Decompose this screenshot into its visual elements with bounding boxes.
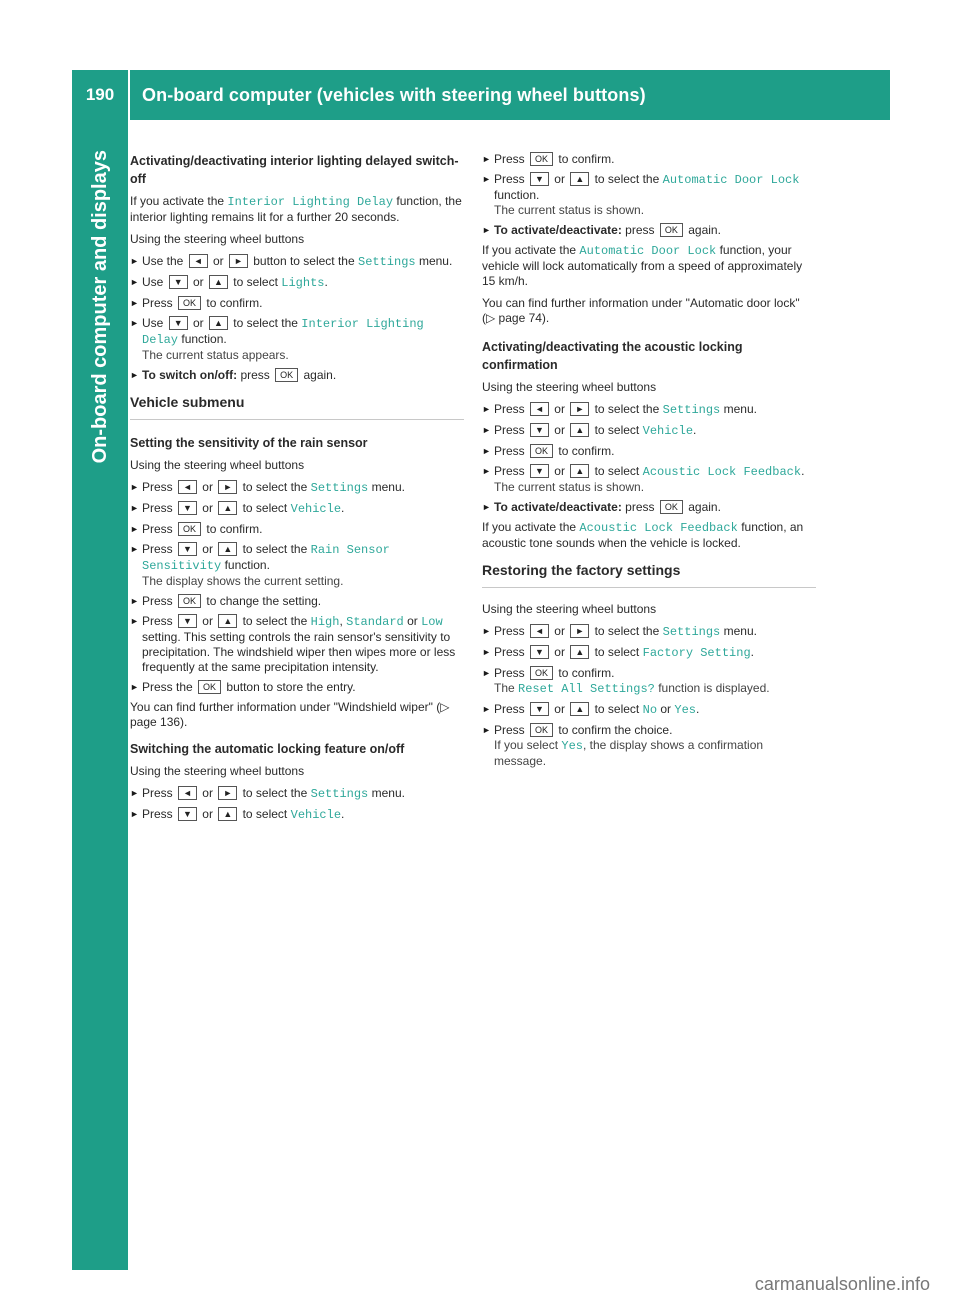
arrow-bullet-icon: ►	[130, 809, 139, 819]
instruction-step	[482, 423, 816, 439]
instruction-step	[482, 152, 816, 167]
right-button-icon: ►	[570, 624, 589, 638]
instruction-step	[482, 464, 816, 495]
ok-button-icon: OK	[530, 444, 553, 458]
text: , the display shows a confirmation message.	[494, 738, 764, 768]
down-button-icon: ▼	[530, 645, 549, 659]
instruction-step	[482, 444, 816, 459]
paragraph: Using the steering wheel buttons	[130, 232, 305, 246]
text: Use	[142, 316, 164, 330]
menu-item-name: Interior Lighting Delay	[227, 195, 394, 209]
section-heading-vehicle-submenu: Vehicle submenu	[130, 393, 464, 420]
arrow-bullet-icon: ►	[130, 616, 139, 626]
text: Press	[142, 542, 173, 556]
left-column	[130, 152, 464, 828]
arrow-bullet-icon: ►	[482, 446, 491, 456]
menu-item-name: Vehicle	[642, 424, 694, 438]
left-button-icon: ◄	[178, 480, 197, 494]
instruction-step	[130, 522, 464, 537]
text: To activate/deactivate:	[494, 500, 622, 514]
text: menu.	[418, 254, 453, 268]
text: Press	[142, 594, 173, 608]
text: Press	[142, 501, 173, 515]
up-button-icon: ▲	[209, 275, 228, 289]
up-button-icon: ▲	[218, 542, 237, 556]
down-button-icon: ▼	[530, 702, 549, 716]
left-button-icon: ◄	[530, 624, 549, 638]
menu-item-name: Settings	[310, 787, 369, 801]
text: to select the	[242, 786, 308, 800]
instruction-step	[130, 316, 464, 363]
text: Press	[494, 723, 525, 737]
instruction-step	[130, 368, 464, 383]
text: or	[660, 702, 672, 716]
arrow-bullet-icon: ►	[130, 277, 139, 287]
instruction-step	[130, 254, 464, 270]
instruction-step	[482, 624, 816, 640]
right-button-icon: ►	[570, 402, 589, 416]
instruction-step	[130, 501, 464, 517]
up-button-icon: ▲	[570, 423, 589, 437]
arrow-bullet-icon: ►	[130, 682, 139, 692]
paragraph	[482, 520, 816, 551]
menu-item-name: Yes	[674, 703, 696, 717]
text: If you activate the	[130, 194, 225, 208]
arrow-bullet-icon: ►	[130, 596, 139, 606]
text: The	[494, 681, 515, 695]
menu-item-name: Standard	[346, 615, 404, 629]
instruction-step	[130, 480, 464, 496]
ok-button-icon: OK	[178, 296, 201, 310]
text: Press	[142, 614, 173, 628]
text: to select the	[242, 542, 308, 556]
ok-button-icon: OK	[660, 500, 683, 514]
text: menu.	[371, 480, 405, 494]
text: Press	[494, 152, 525, 166]
ok-button-icon: OK	[178, 594, 201, 608]
text: To activate/deactivate:	[494, 223, 622, 237]
arrow-bullet-icon: ►	[482, 425, 491, 435]
arrow-bullet-icon: ►	[482, 725, 491, 735]
menu-item-name: Settings	[662, 403, 721, 417]
text: or	[192, 316, 204, 330]
instruction-step	[130, 275, 464, 291]
arrow-bullet-icon: ►	[482, 174, 491, 184]
page-title: On-board computer (vehicles with steering wheel buttons)	[142, 84, 646, 105]
arrow-bullet-icon: ►	[130, 256, 139, 266]
menu-item-name: Reset All Settings?	[518, 682, 655, 696]
menu-item-name: Automatic Door Lock	[662, 173, 800, 187]
arrow-bullet-icon: ►	[130, 318, 139, 328]
text: or	[554, 645, 565, 659]
right-column	[482, 152, 816, 774]
menu-item-name: No	[642, 703, 658, 717]
text: function.	[224, 558, 270, 572]
instruction-step	[130, 296, 464, 311]
text: again.	[303, 368, 337, 382]
step-result: The current status is shown.	[494, 203, 645, 217]
step-result	[494, 738, 816, 769]
down-button-icon: ▼	[178, 542, 197, 556]
text: or	[554, 172, 565, 186]
up-button-icon: ▲	[218, 807, 237, 821]
ok-button-icon: OK	[660, 223, 683, 237]
up-button-icon: ▲	[570, 645, 589, 659]
left-button-icon: ◄	[189, 254, 208, 268]
text: or	[554, 402, 565, 416]
text: button to select the	[253, 254, 355, 268]
arrow-bullet-icon: ►	[130, 788, 139, 798]
instruction-step	[482, 500, 816, 515]
instruction-step	[130, 614, 464, 675]
text: If you activate the	[482, 520, 577, 534]
text: Press	[494, 402, 525, 416]
text: function, your vehicle will lock automatically from a speed of approximately 15 km/h.	[482, 243, 803, 288]
down-button-icon: ▼	[178, 614, 197, 628]
instruction-step	[130, 594, 464, 609]
arrow-bullet-icon: ►	[482, 626, 491, 636]
text: to confirm.	[558, 666, 615, 680]
text: button to store the entry.	[226, 680, 356, 694]
section-heading-interior-lighting: Activating/deactivating interior lighting delayed switch-off	[130, 154, 459, 186]
arrow-bullet-icon: ►	[482, 647, 491, 657]
text: or	[554, 464, 565, 478]
text: or	[554, 624, 565, 638]
text: .	[693, 423, 697, 437]
arrow-bullet-icon: ►	[482, 466, 491, 476]
right-button-icon: ►	[218, 786, 237, 800]
arrow-bullet-icon: ►	[482, 704, 491, 714]
text: Press	[142, 786, 173, 800]
text: menu.	[723, 624, 757, 638]
text: again.	[688, 500, 721, 514]
up-button-icon: ▲	[218, 614, 237, 628]
text: Press	[142, 522, 173, 536]
text: to select the	[594, 402, 660, 416]
text: or	[202, 807, 213, 821]
text: to select	[233, 275, 278, 289]
menu-item-name: Low	[421, 615, 443, 629]
up-button-icon: ▲	[570, 702, 589, 716]
text: press	[625, 223, 655, 237]
text: or	[554, 702, 565, 716]
text: to confirm.	[206, 522, 263, 536]
down-button-icon: ▼	[169, 316, 188, 330]
text: Press	[494, 444, 525, 458]
menu-item-name: Rain Sensor Sensitivity	[142, 543, 390, 573]
instruction-step	[130, 786, 464, 802]
menu-item-name: Factory Setting	[642, 646, 751, 660]
ok-button-icon: OK	[530, 152, 553, 166]
text: Press	[142, 807, 173, 821]
instruction-step	[482, 723, 816, 769]
menu-item-name: Vehicle	[290, 502, 342, 516]
down-button-icon: ▼	[530, 464, 549, 478]
text: function, the interior lighting remains lit for a further 20 seconds.	[130, 194, 462, 224]
text: .	[750, 645, 754, 659]
arrow-bullet-icon: ►	[130, 298, 139, 308]
text: to select the	[242, 614, 308, 628]
menu-item-name: Acoustic Lock Feedback	[642, 465, 802, 479]
text: to confirm the choice.	[558, 723, 673, 737]
section-heading-automatic-locking: Switching the automatic locking feature on/off	[130, 742, 405, 756]
instruction-step	[482, 702, 816, 718]
left-button-icon: ◄	[178, 786, 197, 800]
text: press	[625, 500, 655, 514]
paragraph	[482, 243, 816, 289]
text: .	[324, 275, 328, 289]
step-result: The display shows the current setting.	[142, 574, 344, 588]
section-heading-factory-settings: Restoring the factory settings	[482, 561, 816, 588]
instruction-step	[130, 680, 464, 695]
up-button-icon: ▲	[218, 501, 237, 515]
down-button-icon: ▼	[169, 275, 188, 289]
text: .	[341, 501, 345, 515]
text: Press	[142, 296, 173, 310]
text: or	[202, 786, 213, 800]
text: If you select	[494, 738, 559, 752]
arrow-bullet-icon: ►	[482, 502, 491, 512]
text: function.	[181, 332, 227, 346]
text: function, an acoustic tone sounds when the vehicle is locked.	[482, 520, 804, 550]
text: to confirm.	[558, 444, 615, 458]
section-heading-acoustic-locking: Activating/deactivating the acoustic locking confirmation	[482, 340, 743, 372]
text: setting. This setting controls the rain sensor's sensitivity to precipitation. The windshield wiper then wipes more or less frequently at the same precipitation intensity.	[142, 630, 456, 674]
text: .	[801, 464, 805, 478]
text: or	[202, 614, 213, 628]
text: to change the setting.	[206, 594, 322, 608]
instruction-step	[482, 223, 816, 238]
arrow-bullet-icon: ►	[130, 370, 139, 380]
instruction-step	[130, 542, 464, 589]
step-result	[494, 681, 816, 697]
text: menu.	[371, 786, 405, 800]
instruction-step	[482, 172, 816, 218]
ok-button-icon: OK	[530, 723, 553, 737]
up-button-icon: ▲	[209, 316, 228, 330]
text: or	[202, 542, 213, 556]
text: or	[202, 480, 213, 494]
right-button-icon: ►	[229, 254, 248, 268]
text: Press	[494, 423, 525, 437]
instruction-step	[482, 402, 816, 418]
text: to select	[242, 807, 288, 821]
text: or	[202, 501, 213, 515]
text: Press	[494, 702, 525, 716]
text: function.	[494, 188, 540, 202]
step-result: The current status appears.	[142, 348, 289, 362]
text: Use	[142, 275, 164, 289]
paragraph: Using the steering wheel buttons	[130, 764, 305, 778]
text: to select	[594, 423, 640, 437]
up-button-icon: ▲	[570, 464, 589, 478]
ok-button-icon: OK	[275, 368, 298, 382]
down-button-icon: ▼	[530, 423, 549, 437]
text: To switch on/off:	[142, 368, 238, 382]
paragraph	[130, 194, 464, 225]
down-button-icon: ▼	[178, 807, 197, 821]
menu-item-name: Automatic Door Lock	[579, 244, 717, 258]
text: to select the	[233, 316, 298, 330]
paragraph: Using the steering wheel buttons	[130, 458, 305, 472]
arrow-bullet-icon: ►	[482, 404, 491, 414]
arrow-bullet-icon: ►	[130, 544, 139, 554]
text: .	[341, 807, 345, 821]
up-button-icon: ▲	[570, 172, 589, 186]
text: Press	[142, 480, 173, 494]
text: or	[554, 423, 565, 437]
watermark: carmanualsonline.info	[754, 1274, 930, 1294]
down-button-icon: ▼	[178, 501, 197, 515]
instruction-step	[482, 666, 816, 697]
text: or	[407, 614, 418, 628]
paragraph-cross-reference: You can find further information under "Automatic door lock" (▷ page 74).	[482, 296, 800, 325]
arrow-bullet-icon: ►	[482, 668, 491, 678]
menu-item-name: Lights	[281, 276, 325, 290]
text: Press	[494, 464, 525, 478]
text: to select	[242, 501, 288, 515]
arrow-bullet-icon: ►	[482, 154, 491, 164]
text: to select the	[594, 172, 660, 186]
instruction-step	[130, 807, 464, 823]
text: to select	[594, 464, 640, 478]
text: or	[192, 275, 204, 289]
text: to select	[594, 702, 640, 716]
text: to select the	[594, 624, 660, 638]
arrow-bullet-icon: ►	[130, 503, 139, 513]
menu-item-name: Interior Lighting Delay	[142, 317, 424, 347]
menu-item-name: High	[310, 615, 340, 629]
text: Press	[494, 172, 525, 186]
arrow-bullet-icon: ►	[130, 524, 139, 534]
menu-item-name: Settings	[358, 255, 416, 269]
right-button-icon: ►	[218, 480, 237, 494]
text: press	[240, 368, 270, 382]
chapter-tab-label: On-board computer and displays	[89, 150, 111, 464]
page-number: 190	[85, 85, 115, 104]
arrow-bullet-icon: ►	[130, 482, 139, 492]
text: again.	[688, 223, 721, 237]
menu-item-name: Vehicle	[290, 808, 342, 822]
text: If you activate the	[482, 243, 577, 257]
menu-item-name: Settings	[310, 481, 369, 495]
paragraph-cross-reference: You can find further information under "Windshield wiper" (▷ page 136).	[130, 700, 450, 729]
text: Press	[494, 666, 525, 680]
section-heading-rain-sensor: Setting the sensitivity of the rain sensor	[130, 436, 368, 450]
page-header	[72, 70, 890, 120]
text: function is displayed.	[658, 681, 770, 695]
ok-button-icon: OK	[198, 680, 221, 694]
arrow-bullet-icon: ►	[482, 225, 491, 235]
menu-item-name: Yes	[561, 739, 583, 753]
text: to select	[594, 645, 640, 659]
text: menu.	[723, 402, 757, 416]
step-result: The current status is shown.	[494, 480, 645, 494]
ok-button-icon: OK	[530, 666, 553, 680]
text: Press	[494, 624, 525, 638]
text: to confirm.	[558, 152, 615, 166]
paragraph: Using the steering wheel buttons	[482, 380, 657, 394]
down-button-icon: ▼	[530, 172, 549, 186]
text: .	[696, 702, 700, 716]
paragraph: Using the steering wheel buttons	[482, 602, 657, 616]
left-button-icon: ◄	[530, 402, 549, 416]
menu-item-name: Settings	[662, 625, 721, 639]
text: Press	[494, 645, 525, 659]
ok-button-icon: OK	[178, 522, 201, 536]
text: ,	[339, 614, 343, 628]
text: or	[212, 254, 224, 268]
text: Press the	[142, 680, 193, 694]
text: Use the	[142, 254, 184, 268]
text: to select the	[242, 480, 308, 494]
instruction-step	[482, 645, 816, 661]
text: to confirm.	[206, 296, 263, 310]
menu-item-name: Acoustic Lock Feedback	[579, 521, 738, 535]
